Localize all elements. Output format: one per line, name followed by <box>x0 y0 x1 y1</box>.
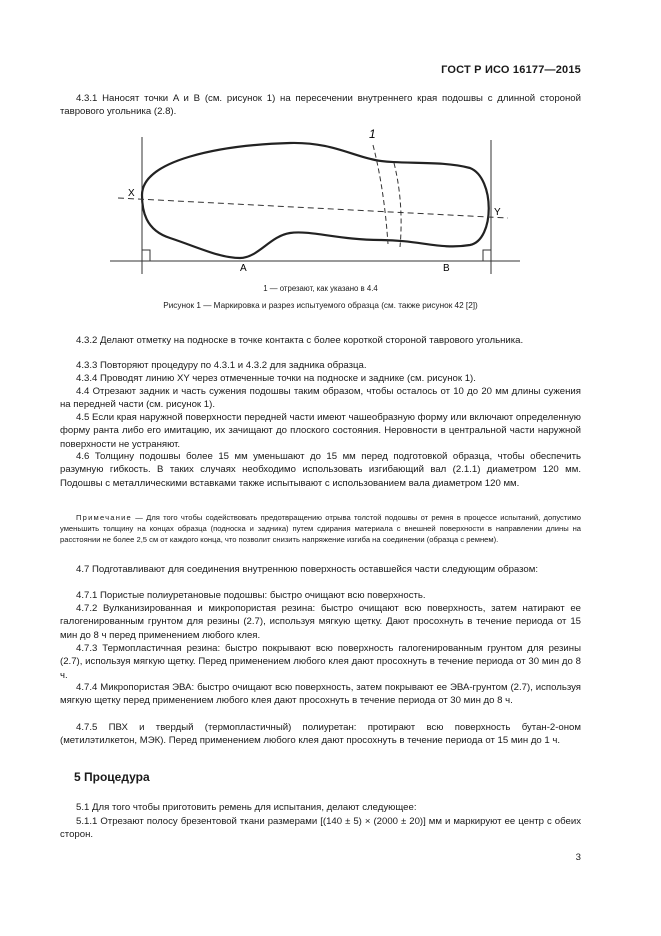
note-block <box>60 512 581 546</box>
sole-outline <box>142 143 489 258</box>
note-text: — Для того чтобы содействовать предотвращению отрыва толстой подошвы от ремня в процессе испытаний, допустимо уменьшить толщину на концах образца (подноска и задника) путем сдирания материала с внешней поверхности в направлении длины на расстоянии не более 2,5 см от каждого конца, что позволит снизить напряжение изгиба на соединении (образца с ремнем). <box>60 513 581 545</box>
figure-caption: Рисунок 1 — Маркировка и разрез испытуемого образца (см. также рисунок 42 [2]) <box>163 301 478 310</box>
paragraph-4-6: 4.6 Толщину подошвы более 15 мм уменьшают до 15 мм перед подготовкой образца, чтобы обеспечить разумную гибкость. В таких случаях необходимо использовать изгибающий вал (2.1.1) диаметром 120 мм. Подошвы с металлическими вставками также испытывают с использованием вала диаметром 120 мм. <box>60 451 581 489</box>
paragraph-4-4: 4.4 Отрезают задник и часть сужения подошвы таким образом, чтобы осталось от 10 до 20 мм длины сужения на передней части (см. рисунок 1). <box>60 386 581 411</box>
paragraph-4-3-1: 4.3.1 Наносят точки A и B (см. рисунок 1) на пересечении внутреннего края подошвы с длинной стороной таврового угольника (2.8). <box>60 93 581 118</box>
document-header: ГОСТ Р ИСО 16177—2015 <box>441 64 581 76</box>
paragraph-4-7-5: 4.7.5 ПВХ и твердый (термопластичный) полиуретан: протирают всю поверхность бутан-2-оном (метилэтилкетон, МЭК). Перед применением любого клея дают просохнуть в течение периода от 15 мин до 1 ч. <box>60 722 581 747</box>
note-label: Примечание <box>76 513 132 522</box>
paragraph-4-7-1: 4.7.1 Пористые полиуретановые подошвы: быстро очищают всю поверхность. <box>76 590 426 601</box>
figure-legend: 1 — отрезают, как указано в 4.4 <box>263 284 378 293</box>
paragraph-5-1: 5.1 Для того чтобы приготовить ремень для испытания, делают следующее: <box>76 802 417 813</box>
label-b: B <box>443 263 450 274</box>
paragraph-4-7-3: 4.7.3 Термопластичная резина: быстро покрывают всю поверхность галогенированным грунтом для резины (2.7), используя мягкую щетку. Перед применением любого клея дают просохнуть в течение периода от 30 мин до 8 ч. <box>60 643 581 681</box>
xy-dashed-line <box>118 198 508 218</box>
left-square-mark <box>142 250 150 261</box>
paragraph-4-7-4: 4.7.4 Микропористая ЭВА: быстро очищают всю поверхность, затем покрывают ее ЭВА-грунтом (2.7), используя мягкую щетку перед применением любого клея дают просохнуть в течение периода от 30 мин до 8 ч. <box>60 682 581 707</box>
paragraph-4-5: 4.5 Если края наружной поверхности передней части имеют чашеобразную форму или включают определенную форму ранта либо его имитацию, их зачищают до плоского состояния. Неровности в центральной части наружной поверхности не устраняют. <box>60 412 581 450</box>
paragraph-4-3-4: 4.3.4 Проводят линию XY через отмеченные точки на подноске и заднике (см. рисунок 1). <box>76 373 476 384</box>
right-square-mark <box>483 250 491 261</box>
paragraph-4-3-3: 4.3.3 Повторяют процедуру по 4.3.1 и 4.3.2 для задника образца. <box>76 360 367 371</box>
label-1: 1 <box>369 127 376 141</box>
label-y: Y <box>494 207 501 218</box>
label-a: A <box>240 263 247 274</box>
paragraph-4-7-2: 4.7.2 Вулканизированная и микропористая резина: быстро очищают всю поверхность, затем натирают ее галогенированным грунтом для резины (2.7), используя мягкую щетку. Дают просохнуть в течение периода от 15 мин до 8 ч перед применением любого клея. <box>60 603 581 641</box>
page-number: 3 <box>575 852 581 863</box>
paragraph-5-1-1: 5.1.1 Отрезают полосу брезентовой ткани размерами [(140 ± 5) × (2000 ± 20)] мм и маркируют ее центр с обеих сторон. <box>60 816 581 841</box>
cut-line-2 <box>394 163 401 247</box>
section-5-heading: 5 Процедура <box>74 770 150 784</box>
paragraph-4-7: 4.7 Подготавливают для соединения внутреннюю поверхность оставшейся части следующим образом: <box>76 564 539 575</box>
label-x: X <box>128 188 135 199</box>
paragraph-4-3-2: 4.3.2 Делают отметку на подноске в точке контакта с более короткой стороной таврового угольника. <box>76 335 524 346</box>
